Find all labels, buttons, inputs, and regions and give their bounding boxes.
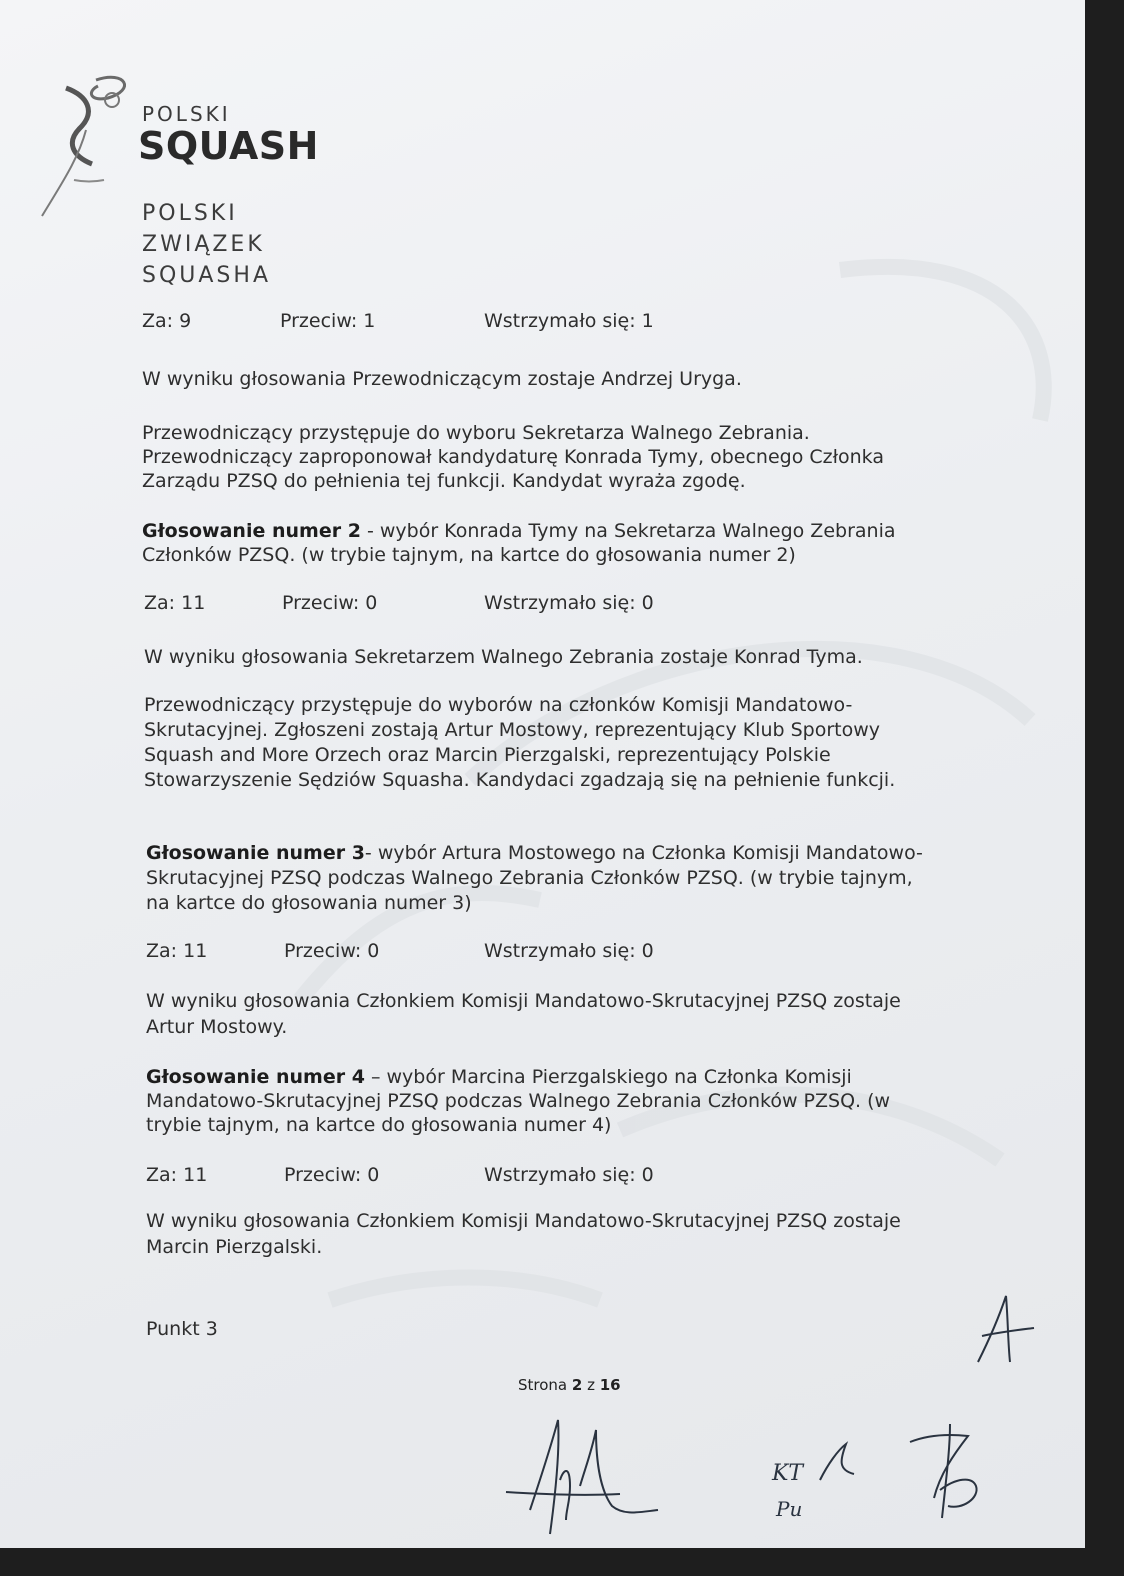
votes-for: Za: 11 — [146, 1164, 208, 1186]
ballot-title: Głosowanie numer 4 — [146, 1066, 365, 1088]
signature-initials-pu: Pu — [776, 1497, 803, 1521]
paragraph-line: Przewodniczący zaproponował kandydaturę Konrada Tymy, obecnego Członka — [142, 446, 884, 468]
page-number — [518, 1376, 621, 1394]
votes-against: Przeciw: 0 — [282, 592, 378, 614]
result-line: Marcin Pierzgalski. — [146, 1236, 323, 1258]
paragraph-line: Skrutacyjnej. Zgłoszeni zostają Artur Mostowy, reprezentujący Klub Sportowy — [144, 719, 881, 741]
ballot-description: – wybór Marcina Pierzgalskiego na Członka Komisji — [364, 1066, 852, 1088]
signature-initial-icon — [968, 1290, 1048, 1370]
vote-tally-4 — [146, 1164, 846, 1190]
ballot-heading-line — [146, 1066, 852, 1089]
ballot-heading-line — [146, 842, 923, 865]
paragraph-line: Squash and More Orzech oraz Marcin Pierzgalski, reprezentujący Polskie — [144, 744, 831, 766]
ballot-line: na kartce do głosowania numer 3) — [146, 892, 472, 914]
vote-tally-1 — [142, 310, 842, 336]
result-text: W wyniku głosowania Sekretarzem Walnego Zebrania zostaje Konrad Tyma. — [144, 646, 863, 668]
paragraph-line: Stowarzyszenie Sędziów Squasha. Kandydaci zgadzają się na pełnienie funkcji. — [144, 769, 896, 791]
page-current: 2 — [571, 1376, 583, 1394]
votes-for: Za: 11 — [144, 592, 206, 614]
signature-stroke-icon — [814, 1440, 864, 1490]
ballot-title: Głosowanie numer 3 — [146, 842, 365, 864]
logo-squash-text: SQUASH — [138, 124, 319, 168]
page-prefix: Strona — [518, 1376, 572, 1394]
section-heading: Punkt 3 — [146, 1318, 218, 1340]
votes-against: Przeciw: 0 — [284, 1164, 380, 1186]
votes-against: Przeciw: 1 — [280, 310, 376, 332]
org-line: SQUASHA — [142, 263, 271, 288]
squash-logo-icon — [36, 70, 136, 220]
votes-abstained: Wstrzymało się: 1 — [484, 310, 654, 332]
votes-for: Za: 9 — [142, 310, 192, 332]
result-text: W wyniku głosowania Przewodniczącym zostaje Andrzej Uryga. — [142, 368, 742, 390]
paragraph-line: Przewodniczący przystępuje do wyborów na członków Komisji Mandatowo- — [144, 694, 853, 716]
ballot-line: Mandatowo-Skrutacyjnej PZSQ podczas Walnego Zebrania Członków PZSQ. (w — [146, 1090, 891, 1112]
votes-abstained: Wstrzymało się: 0 — [484, 592, 654, 614]
org-line: POLSKI — [142, 201, 238, 226]
org-line: ZWIĄZEK — [142, 232, 265, 257]
ballot-line: Członków PZSQ. (w trybie tajnym, na kartce do głosowania numer 2) — [142, 544, 796, 566]
ballot-line: Skrutacyjnej PZSQ podczas Walnego Zebrania Członków PZSQ. (w trybie tajnym, — [146, 867, 913, 889]
signature-right-icon — [900, 1420, 990, 1530]
result-line: W wyniku głosowania Członkiem Komisji Mandatowo-Skrutacyjnej PZSQ zostaje — [146, 1210, 901, 1232]
signature-initials-kt: KT — [772, 1461, 804, 1486]
paragraph-line: Przewodniczący przystępuje do wyboru Sekretarza Walnego Zebrania. — [142, 422, 810, 444]
organization-name — [142, 198, 271, 291]
result-line: Artur Mostowy. — [146, 1016, 288, 1038]
votes-abstained: Wstrzymało się: 0 — [484, 1164, 654, 1186]
ballot-description: - wybór Konrada Tymy na Sekretarza Walnego Zebrania — [360, 520, 896, 542]
page-separator: z — [582, 1376, 600, 1394]
ballot-heading-line — [142, 520, 896, 543]
ballot-line: trybie tajnym, na kartce do głosowania numer 4) — [146, 1114, 612, 1136]
votes-for: Za: 11 — [146, 940, 208, 962]
ballot-description: - wybór Artura Mostowego na Członka Komisji Mandatowo- — [364, 842, 923, 864]
paragraph-line: Zarządu PZSQ do pełnienia tej funkcji. Kandydat wyraża zgodę. — [142, 470, 746, 492]
logo-polski-text: POLSKI — [142, 102, 231, 126]
signature-main-icon — [500, 1410, 670, 1540]
votes-abstained: Wstrzymało się: 0 — [484, 940, 654, 962]
votes-against: Przeciw: 0 — [284, 940, 380, 962]
vote-tally-2 — [144, 592, 844, 618]
ballot-title: Głosowanie numer 2 — [142, 520, 361, 542]
page-total: 16 — [599, 1376, 621, 1394]
vote-tally-3 — [146, 940, 846, 966]
result-line: W wyniku głosowania Członkiem Komisji Mandatowo-Skrutacyjnej PZSQ zostaje — [146, 990, 901, 1012]
